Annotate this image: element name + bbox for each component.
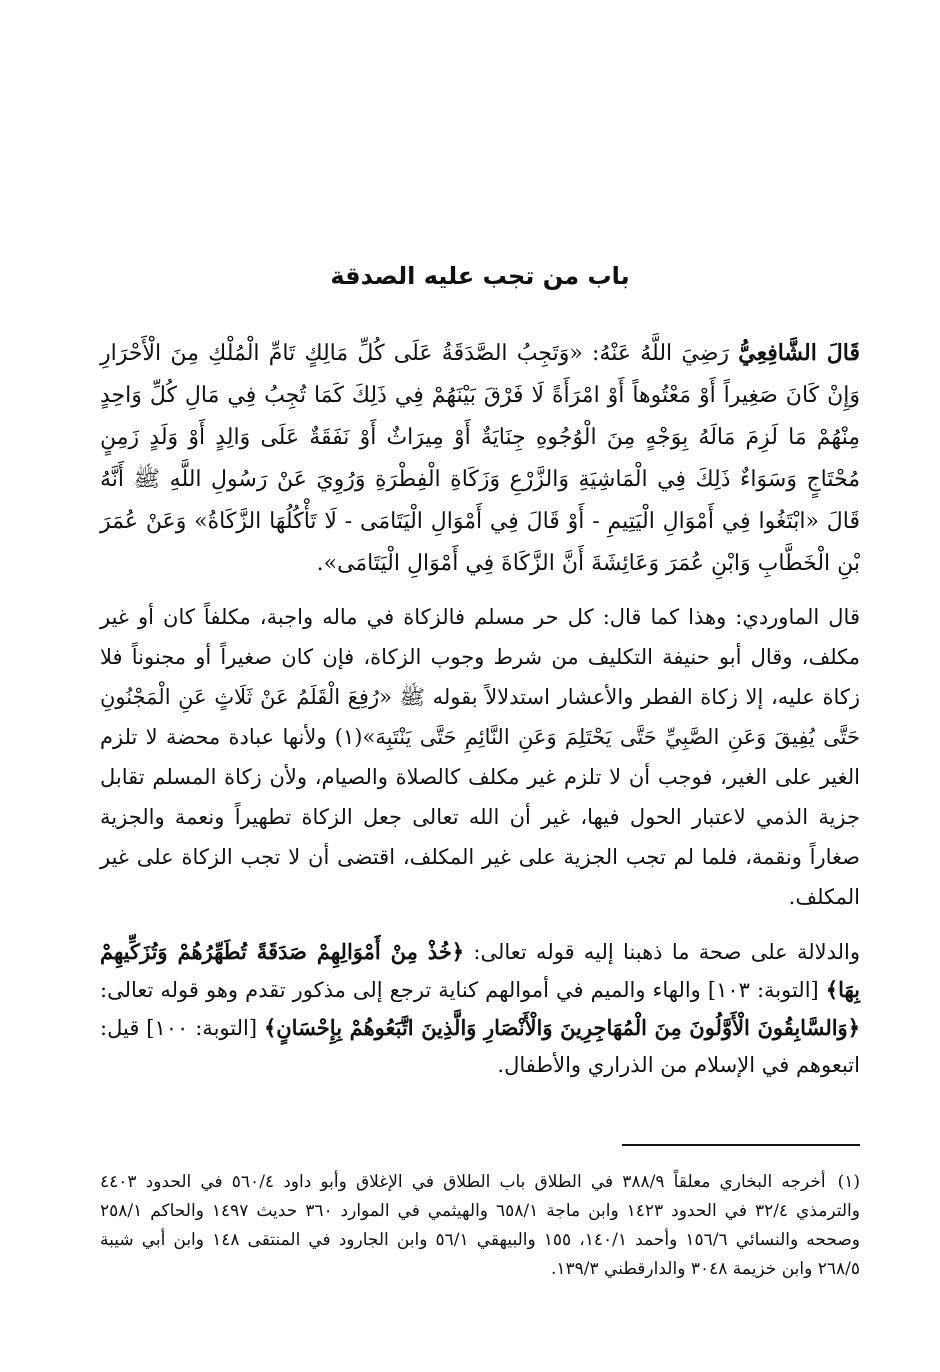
footnote-separator [622,1144,860,1146]
footnote [100,1168,860,1284]
shafii-speaker: قَالَ الشَّافِعِيُّ [738,340,860,366]
dalala-end: [التوبة: ١٠٠] قيل: اتبعوهم في الإسلام من الذراري والأطفال. [100,1016,860,1077]
chapter-title: باب من تجب عليه الصدقة [330,262,630,290]
dalala-paragraph [100,933,860,1084]
shafii-text: رَضِيَ اللَّهُ عَنْهُ: «وَتَجِبُ الصَّدَقَةُ عَلَى كُلِّ مَالِكٍ تَامِّ الْمُلْكِ مِنَ الْأَحْرَارِ وَإِنْ كَانَ صَغِيراً أَوْ مَعْتُوهاً أَوْ امْرَأَةً لَا فَرْقَ بَيْنَهُمْ فِي ذَلِكَ كَمَا تُجِبُ فِي مَالِ كُلِّ وَاحِدٍ مِنْهُمْ مَا لَزِمَ مَالَهُ بِوَجْهٍ مِنَ الْوُجُوهِ جِنَايَةٌ أَوْ مِيرَاثٌ أَوْ نَفَقَةٌ عَلَى وَالِدٍ أَوْ وَلَدٍ زَمِنٍ مُحْتَاجٍ وَسَوَاءٌ ذَلِكَ فِي الْمَاشِيَةِ وَالزَّرْعِ وَزَكَاةِ الْفِطْرَةِ وَرُوِيَ عَنْ رَسُولِ اللَّهِ ﷺ أَنَّهُ قَالَ «ابْتَغُوا فِي أَمْوَالِ الْيَتِيمِ - أَوْ قَالَ فِي أَمْوَالِ الْيَتَامَى - لَا تَأْكُلُهَا الزَّكَاةُ» وَعَنْ عُمَرَ بْنِ الْخَطَّابِ وَابْنِ عُمَرَ وَعَائِشَةَ أَنَّ الزَّكَاةَ فِي أَمْوَالِ الْيَتَامَى». [100,341,860,576]
quran-verse-tawba-103: ﴿خُذْ مِنْ أَمْوَالِهِمْ صَدَقَةً تُطَهِّرُهُمْ وَتُزَكِّيهِمْ بِهَا﴾ [100,939,861,1002]
mawardi-paragraph: قال الماوردي: وهذا كما قال: كل حر مسلم فالزكاة في ماله واجبة، مكلفاً كان أو غير مكلف، وقال أبو حنيفة التكليف من شرط وجوب الزكاة، فإن كان صغيراً أو مجنوناً فلا زكاة عليه، إلا زكاة الفطر والأعشار استدلالاً بقوله ﷺ «رُفِعَ الْقَلَمُ عَنْ ثَلَاثٍ عَنِ الْمَجْنُونِ حَتَّى يُفِيقَ وَعَنِ الصَّبِيِّ حَتَّى يَحْتَلِمَ وَعَنِ النَّائِمِ حَتَّى يَنْتَبِهَ»(١) ولأنها عبادة محضة لا تلزم الغير على الغير، فوجب أن لا تلزم غير مكلف كالصلاة والصيام، ولأن زكاة المسلم تقابل جزية الذمي لاعتبار الحول فيها، غير أن الله تعالى جعل الزكاة تطهيراً ونعمة والجزية صغاراً ونقمة، فلما لم تجب الجزية على غير المكلف، اقتضى أن لا تجب الزكاة على غير المكلف. [100,605,860,909]
footnote-number: (١) [837,1172,860,1192]
shafii-paragraph [100,332,860,585]
footnote-text: أخرجه البخاري معلقاً ٣٨٨/٩ في الطلاق باب الطلاق في الإغلاق وأبو داود ٥٦٠/٤ في الحدود ٤٤٠٣ والترمذي ٣٢/٤ في الحدود ١٤٢٣ وابن ماجة ٦٥٨/١ والهيثمي في الموارد ٣٦٠ حديث ١٤٩٧ والحاكم ٢٥٨/١ وصححه والنسائي ١٥٦/٦ وأحمد ١٤٠/١، ١٥٥ والبيهقي ٥٦/١ وابن الجارود في المنتقى ١٤٨ وابن أبي شيبة ٢٦٨/٥ وابن خزيمة ٣٠٤٨ والدارقطني ١٣٩/٣. [100,1172,860,1279]
page-body [100,250,860,1090]
dalala-intro: والدلالة على صحة ما ذهبنا إليه قوله تعالى: [464,940,861,964]
dalala-mid: [التوبة: ١٠٣] والهاء والميم في أموالهم كناية ترجع إلى مذكور تقدم وهو قوله تعالى: [100,978,826,1002]
quran-verse-tawba-100: ﴿وَالسَّابِقُونَ الْأَوَّلُونَ مِنَ الْمُهَاجِرِينَ وَالْأَنْصَارِ وَالَّذِينَ اتَّبَعُوهُمْ بِإِحْسَانٍ﴾ [263,1015,860,1040]
